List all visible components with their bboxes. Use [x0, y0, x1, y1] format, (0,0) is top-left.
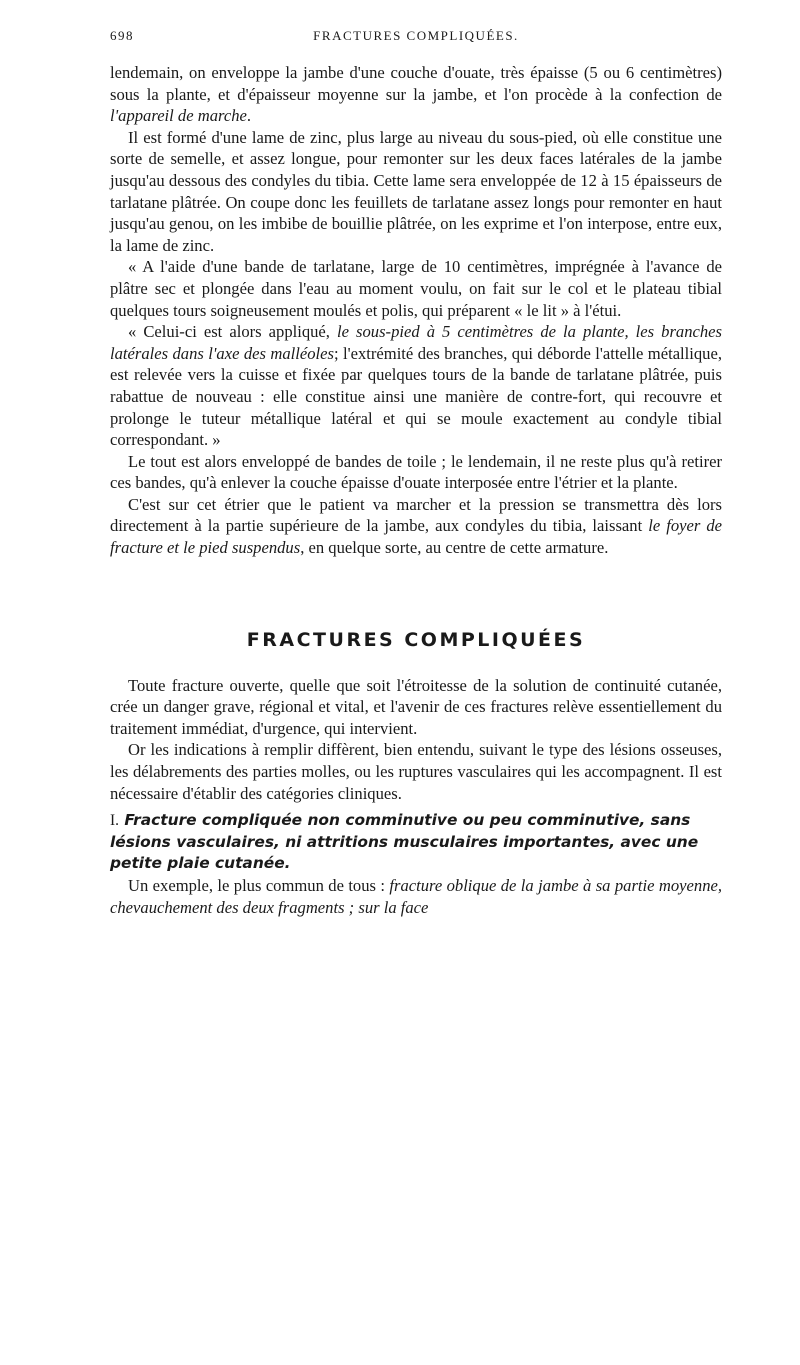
paragraph-5: Le tout est alors enveloppé de bandes de toile ; le lendemain, il ne reste plus qu'à retirer ces bandes, qu'à enlever la couche épaisse d'ouate interposée entre l'étrier et la plante. — [110, 451, 722, 493]
subsection-title: Fracture compliquée non comminutive ou peu comminutive, sans lésions vasculaires, ni attritions musculaires importantes, avec une petite plaie cutanée. — [110, 811, 699, 873]
text: « Celui-ci est alors appliqué, — [128, 322, 337, 342]
paragraph-1 — [110, 62, 722, 127]
paragraph-4 — [110, 321, 722, 451]
text: . — [246, 106, 252, 126]
paragraph-6 — [110, 494, 722, 559]
section-paragraph-3 — [110, 875, 722, 918]
section-heading: FRACTURES COMPLIQUÉES — [246, 628, 586, 651]
subsection-heading — [110, 810, 722, 875]
emphasis: le sous-pied à 5 centimètres de la plante, les branches latérales dans l'axe des malléoles — [110, 322, 722, 363]
text: , en quelque sorte, au centre de cette armature. — [300, 538, 609, 558]
text: ; l'extrémité des branches, qui déborde l'attelle métallique, est relevée vers la cuisse et fixée par quelques tours de la bande de tarlatane plâtrée, puis rabattue de nouveau : elle constitue ainsi une manière de contre-fort, qui recouvre et prolonge le tuteur métallique latéral et qui se moule exactement au condyle tibial correspondant. » — [110, 343, 722, 450]
text: C'est sur cet étrier que le patient va marcher et la pression se transmettra dès lors directement à la partie supérieure de la jambe, aux condyles du tibia, laissant — [110, 494, 722, 536]
section-paragraph-1: Toute fracture ouverte, quelle que soit l'étroitesse de la solution de continuité cutanée, crée un danger grave, régional et vital, et l'avenir de ces fractures relève essentiellement du traitement immédiat, d'urgence, qui intervient. — [110, 675, 722, 738]
emphasis: le foyer de fracture et le pied suspendus — [110, 516, 723, 558]
page — [110, 28, 722, 918]
emphasis: fracture oblique de la jambe à sa partie moyenne, chevauchement des deux fragments ; sur la face — [110, 876, 723, 917]
paragraph-3: « A l'aide d'une bande de tarlatane, large de 10 centimètres, imprégnée à l'avance de plâtre sec et plongée dans l'eau au moment voulu, on fait sur le col et le plateau tibial quelques tours soigneusement moulés et polis, qui préparent « le lit » à l'étui. — [110, 257, 722, 320]
text: Un exemple, le plus commun de tous : — [128, 876, 390, 895]
section-paragraph-2: Or les indications à remplir diffèrent, bien entendu, suivant le type des lésions osseuses, les délabrements des parties molles, ou les ruptures vasculaires qui les accompagnent. Il est nécessaire d'établir des catégories cliniques. — [110, 740, 722, 803]
running-title: FRACTURES COMPLIQUÉES. — [313, 28, 519, 43]
paragraph-2: Il est formé d'une lame de zinc, plus large au niveau du sous-pied, où elle constitue une sorte de semelle, et assez longue, pour remonter sur les deux faces latérales de la jambe jusqu'au dessous des condyles du tibia. Cette lame sera enveloppée de 12 à 15 épaisseurs de tarlatane plâtrée. On coupe donc les feuillets de tarlatane assez longs pour remonter en haut jusqu'au genou, on les imbibe de bouillie plâtrée, on les exprime et l'on interpose, entre eux, la lame de zinc. — [110, 127, 722, 255]
text: lendemain, on enveloppe la jambe d'une couche d'ouate, très épaisse (5 ou 6 centimètres) sous la plante, et d'épaisseur moyenne sur la jambe, et l'on procède à la confection de — [110, 63, 722, 104]
emphasis: l'appareil de marche — [110, 106, 247, 126]
running-header — [110, 28, 722, 52]
subsection-number: I. — [110, 812, 119, 830]
page-number: 698 — [110, 28, 134, 43]
